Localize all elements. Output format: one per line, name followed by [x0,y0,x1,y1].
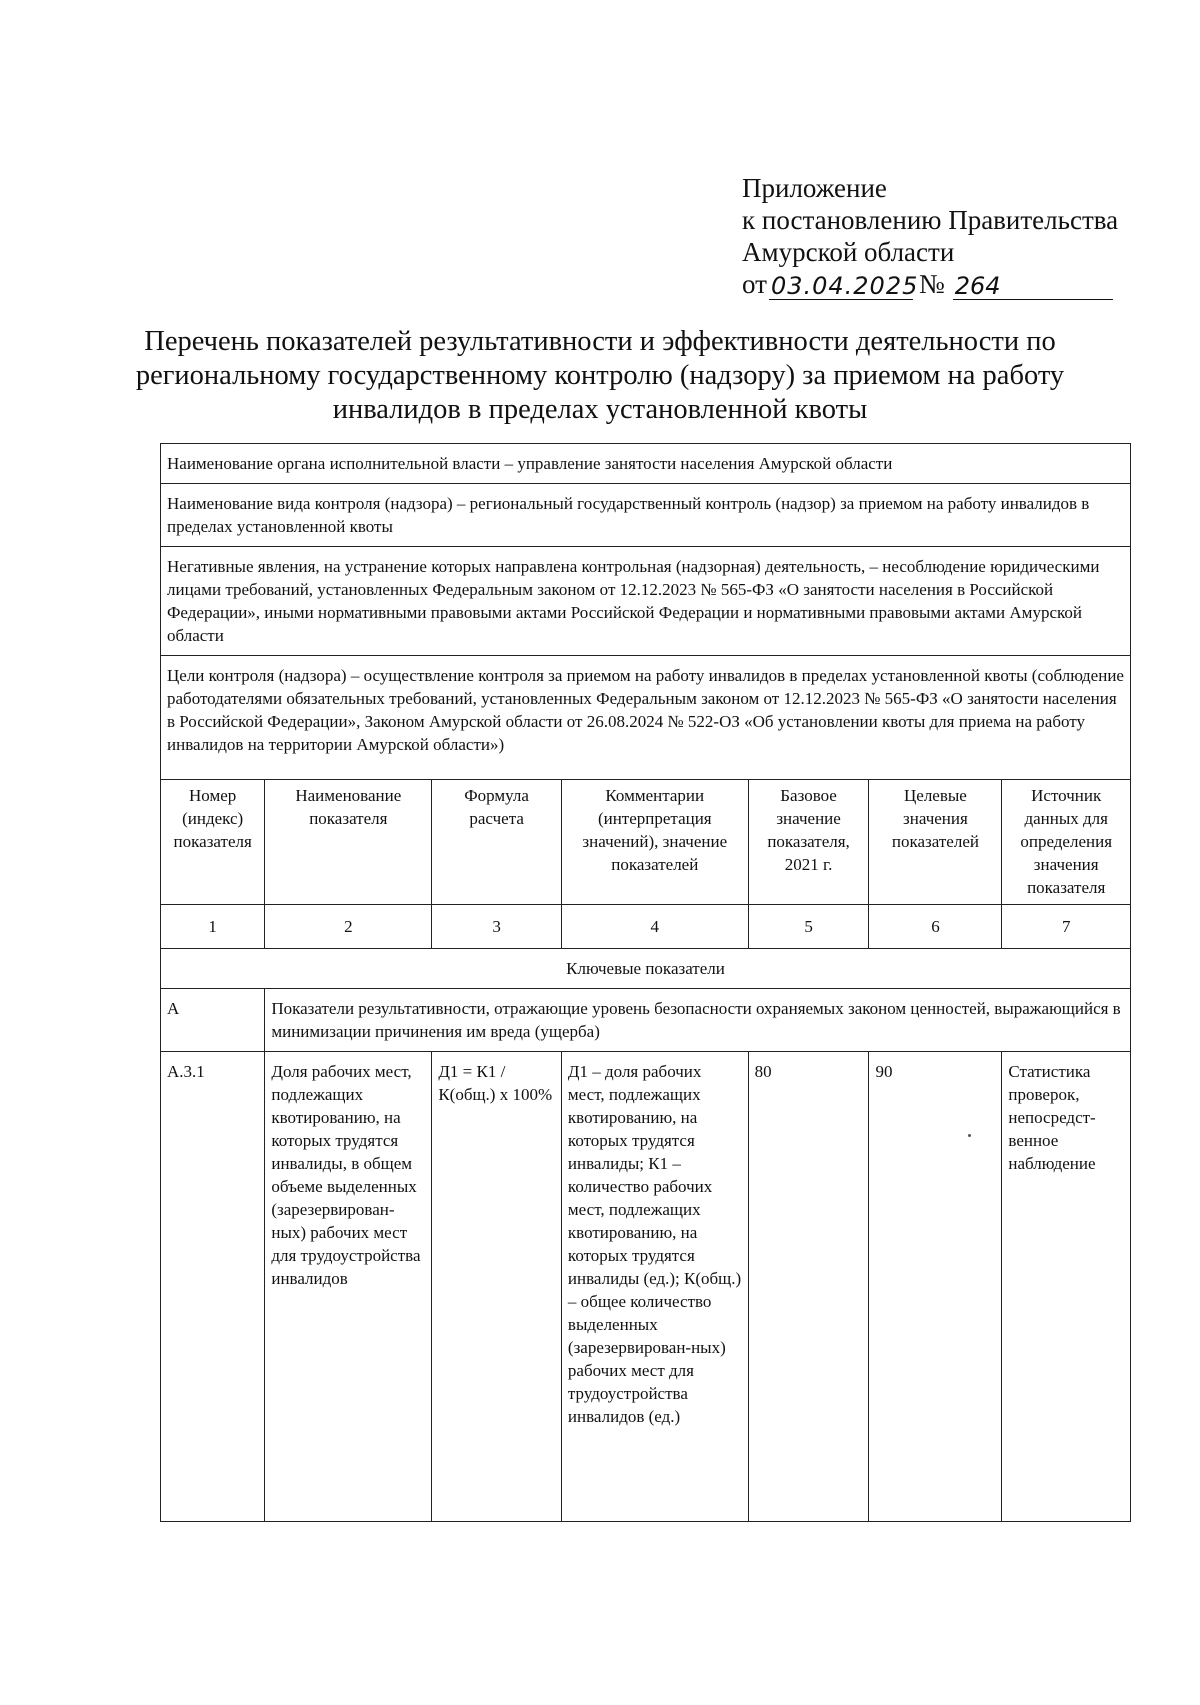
column-number: 5 [748,905,869,949]
number-sign: № [918,269,945,299]
column-header: Номер (индекс) показателя [161,780,265,905]
column-number: 4 [561,905,748,949]
table-row [161,1052,1131,1522]
negative-phenomena-row: Негативные явления, на устранение которых направлена контрольная (надзорная) деятельность, – несоблюдение юридическими лицами требований, установленных Федеральным законом от 12.12.2023 № 565-ФЗ «О занятости населения в Российской Федерации», иными нормативными правовыми актами Российской Федерации и нормативными правовыми актами Амурской области [161,547,1131,656]
indicator-target-value: 90 [869,1052,1002,1522]
column-header: Комментарии (интерпретация значений), значение показателей [561,780,748,905]
control-goals-row: Цели контроля (надзора) – осуществление контроля за приемом на работу инвалидов в пределах установленной квоты (соблюдение работодателями обязательных требований, установленных Федеральным законом от 12.12.2023 № 565-ФЗ «О занятости населения в Российской Федерации», Законом Амурской области от 26.08.2024 № 522-ОЗ «Об установлении квоты для приема на работу инвалидов на территории Амурской области») [161,656,1131,780]
section-code: А [161,989,265,1052]
column-header: Базовое значение показателя, 2021 г. [748,780,869,905]
table-header-row [161,780,1131,905]
column-header: Наименование показателя [265,780,432,905]
indicators-table [160,443,1131,1522]
column-number: 3 [432,905,562,949]
indicator-base-value: 80 [748,1052,869,1522]
scan-speck [968,1134,971,1137]
column-number: 1 [161,905,265,949]
column-header: Формула расчета [432,780,562,905]
section-description: Показатели результативности, отражающие уровень безопасности охраняемых законом ценностей, выражающийся в минимизации причинения им вреда (ущерба) [265,989,1131,1052]
indicator-name: Доля рабочих мест, подлежащих квотированию, на которых трудятся инвалиды, в общем объеме выделенных (зарезервирован-ных) рабочих мест для трудоустройства инвалидов [265,1052,432,1522]
key-indicators-heading: Ключевые показатели [161,949,1131,989]
indicator-index: А.3.1 [161,1052,265,1522]
document-title: Перечень показателей результативности и эффективности деятельности по региональному государственному контролю (надзору) за приемом на работу инвалидов в пределах установленной квоты [135,326,1065,425]
appendix-resolution-line: к постановлению Правительства [742,205,1119,235]
date-prefix: от [742,269,767,299]
column-number: 2 [265,905,432,949]
handwritten-number: 264 [953,273,1113,300]
column-number: 7 [1002,905,1131,949]
handwritten-date: 03.04.2025 [770,272,919,300]
indicator-formula: Д1 = К1 / К(общ.) х 100% [432,1052,562,1522]
control-type-row: Наименование вида контроля (надзора) – региональный государственный контроль (надзор) за приемом на работу инвалидов в пределах установленной квоты [161,484,1131,547]
appendix-region-line: Амурской области [742,237,955,267]
organ-row: Наименование органа исполнительной власти – управление занятости населения Амурской области [161,444,1131,484]
indicator-comment: Д1 – доля рабочих мест, подлежащих квотированию, на которых трудятся инвалиды; К1 – количество рабочих мест, подлежащих квотированию, на которых трудятся инвалиды (ед.); К(общ.) – общее количество выделенных (зарезервирован-ных) рабочих мест для трудоустройства инвалидов (ед.) [561,1052,748,1522]
appendix-header [742,172,1142,300]
column-header: Целевые значения показателей [869,780,1002,905]
column-header: Источник данных для определения значения показателя [1002,780,1131,905]
section-a-row [161,989,1131,1052]
appendix-label: Приложение [742,173,887,203]
appendix-date-number-line [742,268,1142,300]
indicator-source: Статистика проверок, непосредст-венное наблюдение [1002,1052,1131,1522]
column-number: 6 [869,905,1002,949]
column-numbers-row [161,905,1131,949]
